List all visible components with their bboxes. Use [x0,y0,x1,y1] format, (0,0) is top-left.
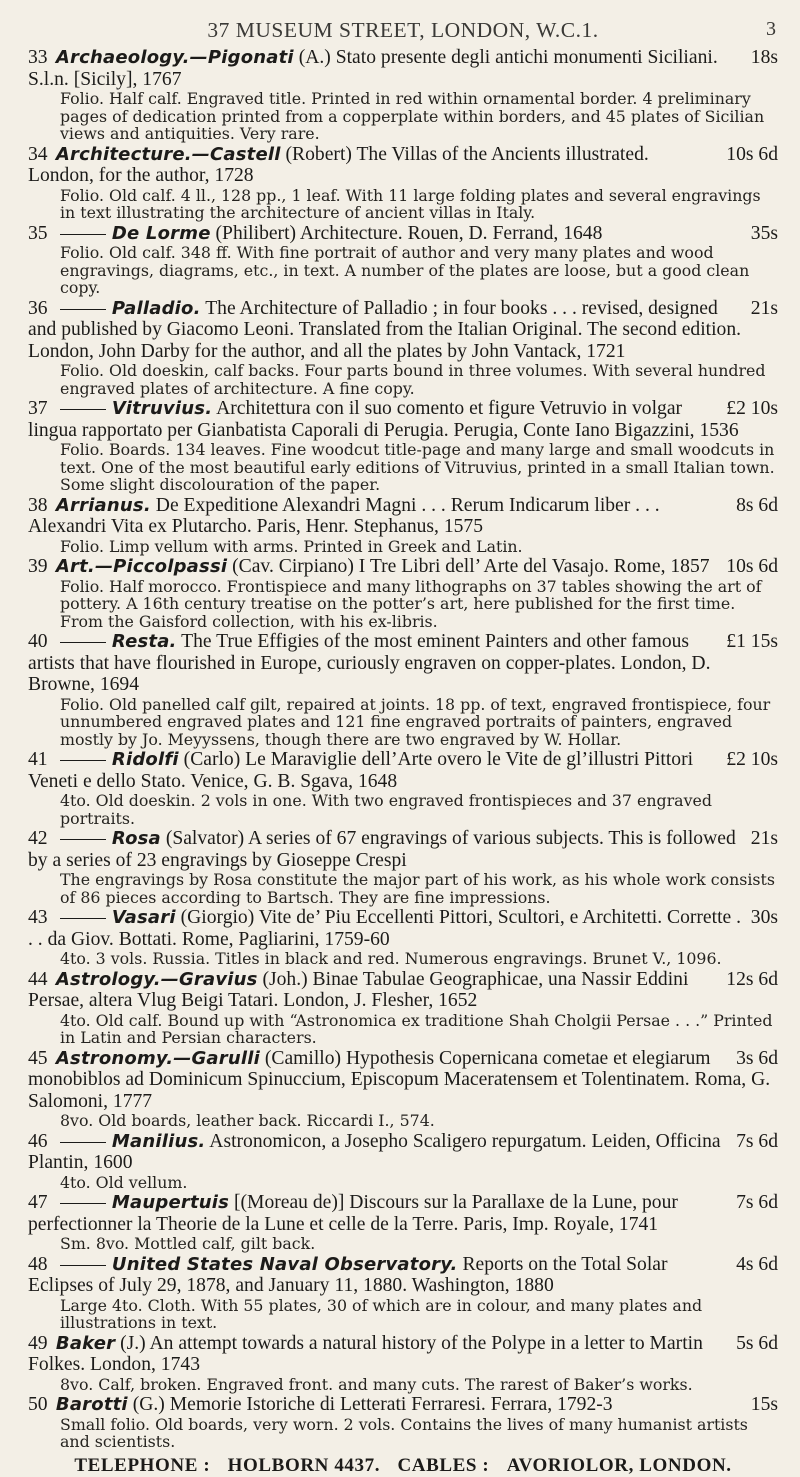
entry-number: 42 [28,828,48,849]
entry-title-line [28,828,778,871]
catalogue-entries [28,47,778,1451]
entry-number: 47 [28,1192,48,1213]
ditto-dash [60,839,106,840]
entry-heading: Rosa [111,828,161,849]
entry-description: 4to. 3 vols. Russia. Titles in black and red. Numerous engravings. Brunet V., 1096. [60,949,722,968]
entry-title-line [28,1333,778,1376]
catalogue-entry [28,1048,778,1130]
entry-title-line [28,47,778,90]
entry-price: 21s [750,828,778,849]
entry-number: 41 [28,749,48,770]
entry-title-line [28,907,778,950]
entry-price: £2 10s [726,398,778,419]
ditto-dash [60,409,106,410]
entry-number: 38 [28,494,48,516]
entry-title-line [28,398,778,441]
entry-price: 7s 6d [736,1130,778,1152]
catalogue-entry [28,631,778,748]
entry-description: Folio. Half calf. Engraved title. Printed in red within ornamental border. 4 preliminary pages of dedication printed from a copperplate within borders, and 45 plates of Sicilian views and antiquities. Very rare. [60,89,765,143]
entry-heading: Palladio. [111,297,201,319]
entry-title-line [28,1131,778,1174]
ditto-dash [60,234,106,235]
entry-price: 5s 6d [736,1332,778,1354]
catalogue-entry [28,144,778,222]
entry-description: Folio. Old panelled calf gilt, repaired at joints. 18 pp. of text, engraved frontispiece, four unnumbered engraved plates and 121 fine engraved portraits of painters, engraved mostly by Jo. Meyyssens, though there are two engraved by W. Hollar. [60,694,771,749]
entry-description: Small folio. Old boards, very worn. 2 vols. Contains the lives of many humanist artists and scientists. [60,1414,748,1451]
entry-number: 33 [28,47,48,68]
entry-heading: Astronomy.—Garulli [55,1047,260,1069]
catalogue-entry [28,223,778,297]
entry-title-line [28,144,778,187]
entry-title: (A.) Stato presente degli antichi monumenti Siciliani. S.l.n. [Sicily], 1767 [28,47,718,90]
entry-heading: United States Naval Observatory. [111,1253,458,1275]
ditto-dash [60,918,106,919]
entry-title-line [28,631,778,696]
entry-price: 18s [750,47,778,68]
entry-price: 3s 6d [736,1047,778,1069]
entry-title-line [28,223,778,245]
catalogue-entry [28,749,778,827]
entry-number: 48 [28,1253,48,1275]
entry-number: 45 [28,1047,48,1069]
entry-description: 4to. Old doeskin. 2 vols in one. With two engraved frontispieces and 37 engraved portraits. [60,791,712,828]
entry-price: 7s 6d [736,1192,778,1213]
entry-title: [(Moreau de)] Discours sur la Parallaxe de la Lune, pour perfectionner la Theorie de la Lune et celle de la Terre. Paris, Imp. Royale, 1741 [28,1192,678,1235]
entry-price: 35s [750,222,778,244]
page-header [28,12,778,46]
entry-title: (Philibert) Architecture. Rouen, D. Ferrand, 1648 [215,222,603,244]
ditto-dash [60,1142,106,1143]
entry-number: 35 [28,222,48,244]
entry-heading: Vasari [111,907,176,928]
catalogue-entry [28,1192,778,1253]
entry-price: £1 15s [726,631,778,652]
page-number: 3 [766,18,776,40]
entry-price: 10s 6d [726,556,778,577]
header-address: 37 MUSEUM STREET, LONDON, W.C.1. [207,18,599,42]
entry-heading: Ridolfi [111,749,179,770]
entry-price: 8s 6d [736,494,778,516]
entry-heading: Art.—Piccolpassi [55,556,228,577]
ditto-dash [60,760,106,761]
entry-title: (G.) Memorie Istoriche di Letterati Ferraresi. Ferrara, 1792-3 [132,1394,613,1415]
entry-heading: Astrology.—Gravius [55,968,258,990]
catalogue-entry [28,1131,778,1192]
entry-number: 40 [28,631,48,652]
entry-title-line [28,749,778,792]
entry-heading: Vitruvius. [111,398,213,419]
entry-description: 4to. Old calf. Bound up with “Astronomica ex traditione Shah Cholgii Persae . . .” Printed in Latin and Persian characters. [60,1010,773,1047]
entry-price: 4s 6d [736,1253,778,1275]
entry-description: Large 4to. Cloth. With 55 plates, 30 of which are in colour, and many plates and illustrations in text. [60,1295,703,1332]
entry-heading: Resta. [111,631,177,652]
entry-number: 36 [28,297,48,319]
entry-description: 4to. Old vellum. [60,1172,188,1192]
entry-title-line [28,298,778,363]
entry-number: 46 [28,1130,48,1152]
entry-description: 8vo. Calf, broken. Engraved front. and many cuts. The rarest of Baker’s works. [60,1374,693,1394]
entry-title-line [28,1192,778,1235]
entry-heading: Archaeology.—Pigonati [55,47,294,68]
telephone-number: HOLBORN 4437. [227,1454,381,1476]
cables-label: CABLES : [397,1454,490,1476]
catalogue-entry [28,398,778,494]
entry-title: Architettura con il suo comento et figure Vetruvio in volgar lingua rapportato per Gianbatista Caporali di Perugia. Perugia, Conte Iano Bigazzini, 1536 [28,398,739,441]
entry-title: (Joh.) Binae Tabulae Geographicae, una Nassir Eddini Persae, altera Vlug Beigi Tatari. London, J. Flesher, 1652 [28,968,689,1011]
entry-number: 43 [28,907,48,928]
cables-address: AVORIOLOR, LONDON. [506,1454,732,1476]
catalogue-entry [28,298,778,398]
entry-title-line [28,969,778,1012]
entry-title-line [28,1394,778,1416]
entry-title: The True Effigies of the most eminent Painters and other famous artists that have flourished in Europe, curiously engraven on copper-plates. London, D. Browne, 1694 [28,631,711,695]
entry-number: 50 [28,1394,48,1415]
entry-price: 30s [750,907,778,928]
entry-price: 21s [750,297,778,319]
ditto-dash [60,1203,106,1204]
entry-title: De Expeditione Alexandri Magni . . . Rerum Indicarum liber . . . Alexandri Vita ex Plutarcho. Paris, Henr. Stephanus, 1575 [28,494,660,537]
entry-title: (Salvator) A series of 67 engravings of various subjects. This is followed by a series of 23 engravings by Gioseppe Crespi [28,828,736,871]
entry-description: Sm. 8vo. Mottled calf, gilt back. [60,1234,316,1253]
entry-description: 8vo. Old boards, leather back. Riccardi I., 574. [60,1111,435,1130]
entry-description: Folio. Boards. 134 leaves. Fine woodcut title-page and many large and small woodcuts in text. One of the most beautiful early editions of Vitruvius, printed in a small Italian town. Some slight discolouration of the paper. [60,440,775,494]
entry-title: Astronomicon, a Josepho Scaligero repurgatum. Leiden, Officina Plantin, 1600 [28,1130,721,1173]
entry-heading: Manilius. [111,1130,206,1152]
catalogue-entry [28,969,778,1047]
entry-description: The engravings by Rosa constitute the major part of his work, as his whole work consists of 86 pieces according to Bartsch. They are fine impressions. [60,870,775,907]
entry-number: 39 [28,556,48,577]
ditto-dash [60,1265,106,1266]
entry-number: 37 [28,398,48,419]
ditto-dash [60,309,106,310]
entry-title: (Carlo) Le Maraviglie dell’Arte overo le Vite de gl’illustri Pittori Veneti e dello Stato. Venice, G. B. Sgava, 1648 [28,749,694,792]
entry-description: Folio. Old calf. 4 ll., 128 pp., 1 leaf. With 11 large folding plates and several engravings in text illustrating the architecture of ancient villas in Italy. [60,185,761,222]
entry-title: Reports on the Total Solar Eclipses of July 29, 1878, and January 11, 1880. Washington, 1880 [28,1253,668,1296]
entry-number: 44 [28,968,48,990]
entry-heading: Maupertuis [111,1192,230,1213]
entry-title-line [28,1048,778,1113]
entry-price: 15s [750,1394,778,1415]
catalogue-entry [28,1333,778,1394]
entry-price: 10s 6d [726,143,778,165]
entry-title-line [28,1254,778,1297]
entry-title: (Robert) The Villas of the Ancients illustrated. London, for the author, 1728 [28,143,649,186]
entry-heading: De Lorme [111,222,211,244]
footer-contact [28,1455,778,1477]
entry-heading: Arrianus. [55,494,151,516]
entry-title: (Camillo) Hypothesis Copernicana cometae et elegiarum monobiblos ad Dominicum Spinuccium, Episcopum Maceratensem et Tolentinatem. Roma, G. Salomoni, 1777 [28,1047,771,1112]
entry-description: Folio. Half morocco. Frontispiece and many lithographs on 37 tables showing the art of pottery. A 16th century treatise on the potter’s art, here published for the first time. From the Gaisford collection, with his ex-libris. [60,576,762,631]
entry-title: (J.) An attempt towards a natural history of the Polype in a letter to Martin Folkes. London, 1743 [28,1332,703,1375]
entry-number: 34 [28,143,48,165]
catalogue-entry [28,495,778,556]
entry-title-line [28,495,778,538]
catalogue-entry [28,1394,778,1451]
entry-description: Folio. Old doeskin, calf backs. Four parts bound in three volumes. With several hundred engraved plates of architecture. A fine copy. [60,361,766,398]
catalogue-entry [28,828,778,906]
catalogue-entry [28,47,778,143]
entry-description: Folio. Limp vellum with arms. Printed in Greek and Latin. [60,536,523,556]
catalogue-entry [28,907,778,968]
entry-title: The Architecture of Palladio ; in four books . . . revised, designed and published by Giacomo Leoni. Translated from the Italian Original. The second edition. London, John Darby for the author, and all the plates by John Vantack, 1721 [28,297,742,362]
ditto-dash [60,642,106,643]
entry-title: (Cav. Cirpiano) I Tre Libri dell’ Arte del Vasajo. Rome, 1857 [232,556,710,577]
entry-title-line [28,556,778,578]
entry-price: £2 10s [726,749,778,770]
entry-number: 49 [28,1332,48,1354]
entry-price: 12s 6d [726,968,778,990]
entry-heading: Barotti [55,1394,128,1415]
entry-title: (Giorgio) Vite de’ Piu Eccellenti Pittori, Scultori, e Architetti. Corrette . . . da Giov. Bottati. Rome, Pagliarini, 1759-60 [28,907,742,950]
entry-heading: Architecture.—Castell [55,143,281,165]
telephone-label: TELEPHONE : [74,1454,211,1476]
entry-description: Folio. Old calf. 348 ff. With fine portrait of author and very many plates and wood engravings, diagrams, etc., in text. A number of the plates are loose, but a good clean copy. [60,243,750,297]
catalogue-entry [28,556,778,630]
entry-heading: Baker [55,1332,116,1354]
